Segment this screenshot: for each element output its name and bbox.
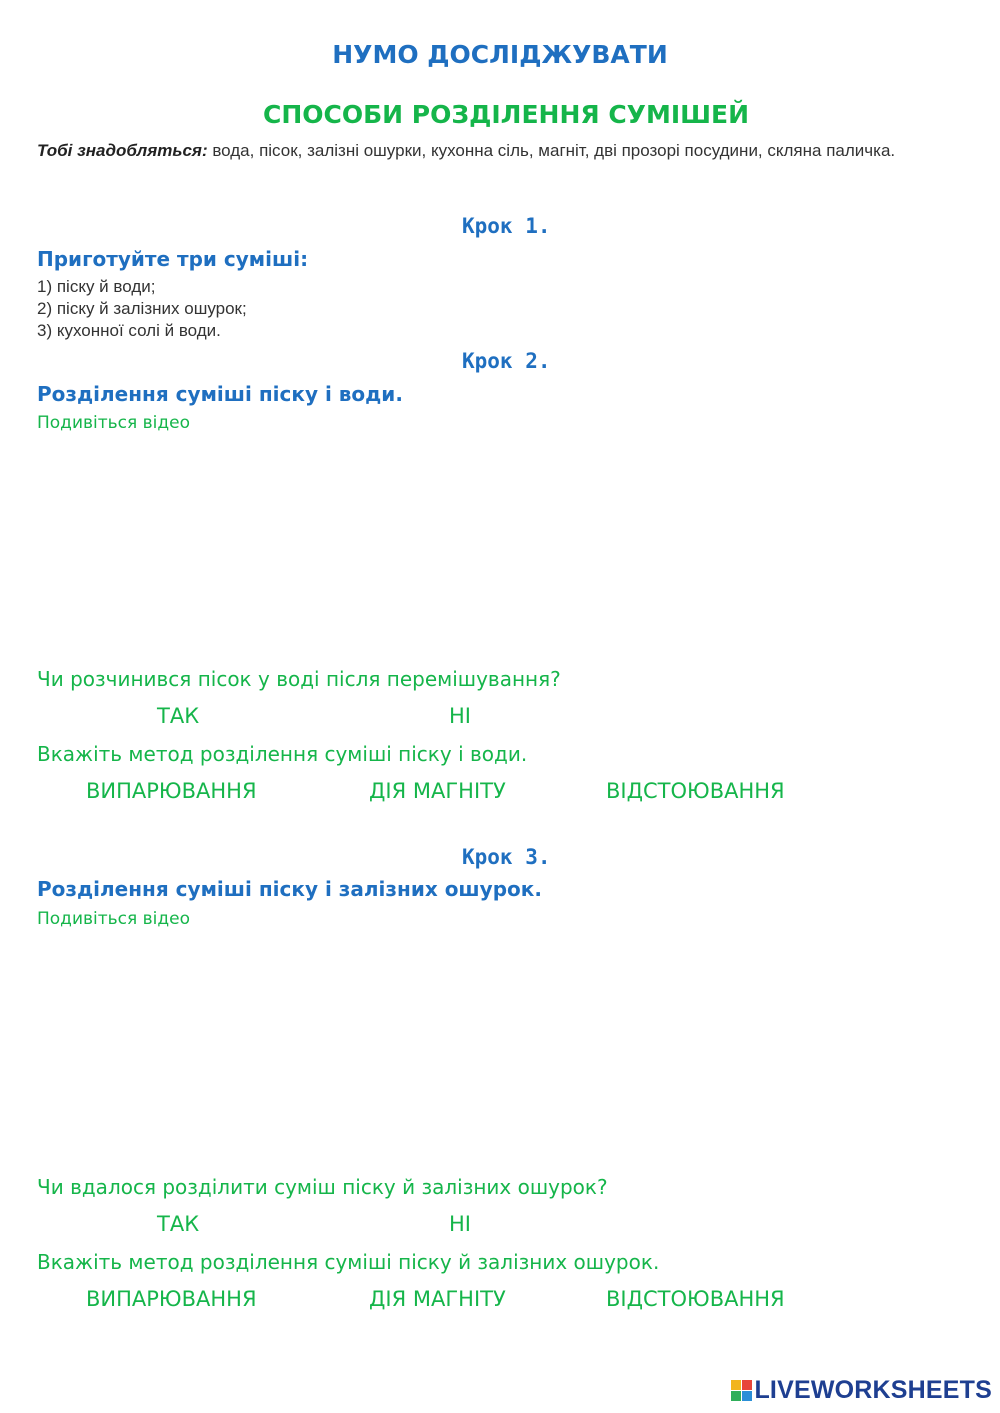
page-subtitle: СПОСОБИ РОЗДІЛЕННЯ СУМІШЕЙ	[262, 100, 750, 129]
step3-method-prompt: Вкажіть метод розділення суміші піску й залізних ошурок.	[37, 1250, 660, 1274]
step2-method-prompt: Вкажіть метод розділення суміші піску і води.	[37, 742, 528, 766]
step3-method-magnet[interactable]: ДІЯ МАГНІТУ	[369, 1287, 506, 1311]
step1-heading: Крок 1.	[462, 214, 551, 238]
step2-heading: Крок 2.	[462, 349, 551, 373]
step3-method-settling[interactable]: ВІДСТОЮВАННЯ	[606, 1287, 785, 1311]
materials-label: Тобі знадобляться:	[37, 141, 208, 160]
step2-method-magnet[interactable]: ДІЯ МАГНІТУ	[369, 779, 506, 803]
step2-method-evaporation[interactable]: ВИПАРЮВАННЯ	[86, 779, 257, 803]
step2-answer-yes[interactable]: ТАК	[157, 704, 200, 728]
liveworksheets-logo	[731, 1376, 992, 1405]
list-item: 2) піску й залізних ошурок;	[37, 299, 247, 318]
step1-title: Приготуйте три суміші:	[37, 247, 309, 271]
step2-method-settling[interactable]: ВІДСТОЮВАННЯ	[606, 779, 785, 803]
step3-answer-no[interactable]: НІ	[449, 1212, 471, 1236]
list-item: 1) піску й води;	[37, 277, 156, 296]
materials-intro	[37, 140, 977, 162]
logo-icon	[731, 1380, 752, 1401]
list-item: 3) кухонної солі й води.	[37, 321, 221, 340]
step3-title: Розділення суміші піску і залізних ошурок.	[37, 877, 542, 901]
step2-video-link[interactable]: Подивіться відео	[37, 413, 190, 433]
step3-question: Чи вдалося розділити суміш піску й залізних ошурок?	[37, 1175, 608, 1199]
step2-question: Чи розчинився пісок у воді після перемішування?	[37, 667, 561, 691]
mixture-list	[37, 276, 247, 342]
materials-text: вода, пісок, залізні ошурки, кухонна сіль, магніт, дві прозорі посудини, скляна паличка.	[207, 141, 896, 160]
step3-method-evaporation[interactable]: ВИПАРЮВАННЯ	[86, 1287, 257, 1311]
page-title: НУМО ДОСЛІДЖУВАТИ	[332, 40, 668, 69]
step3-answer-yes[interactable]: ТАК	[157, 1212, 200, 1236]
step3-video-link[interactable]: Подивіться відео	[37, 909, 190, 929]
step3-heading: Крок 3.	[462, 845, 551, 869]
step2-answer-no[interactable]: НІ	[449, 704, 471, 728]
step2-title: Розділення суміші піску і води.	[37, 382, 403, 406]
logo-text: LIVEWORKSHEETS	[754, 1376, 992, 1404]
